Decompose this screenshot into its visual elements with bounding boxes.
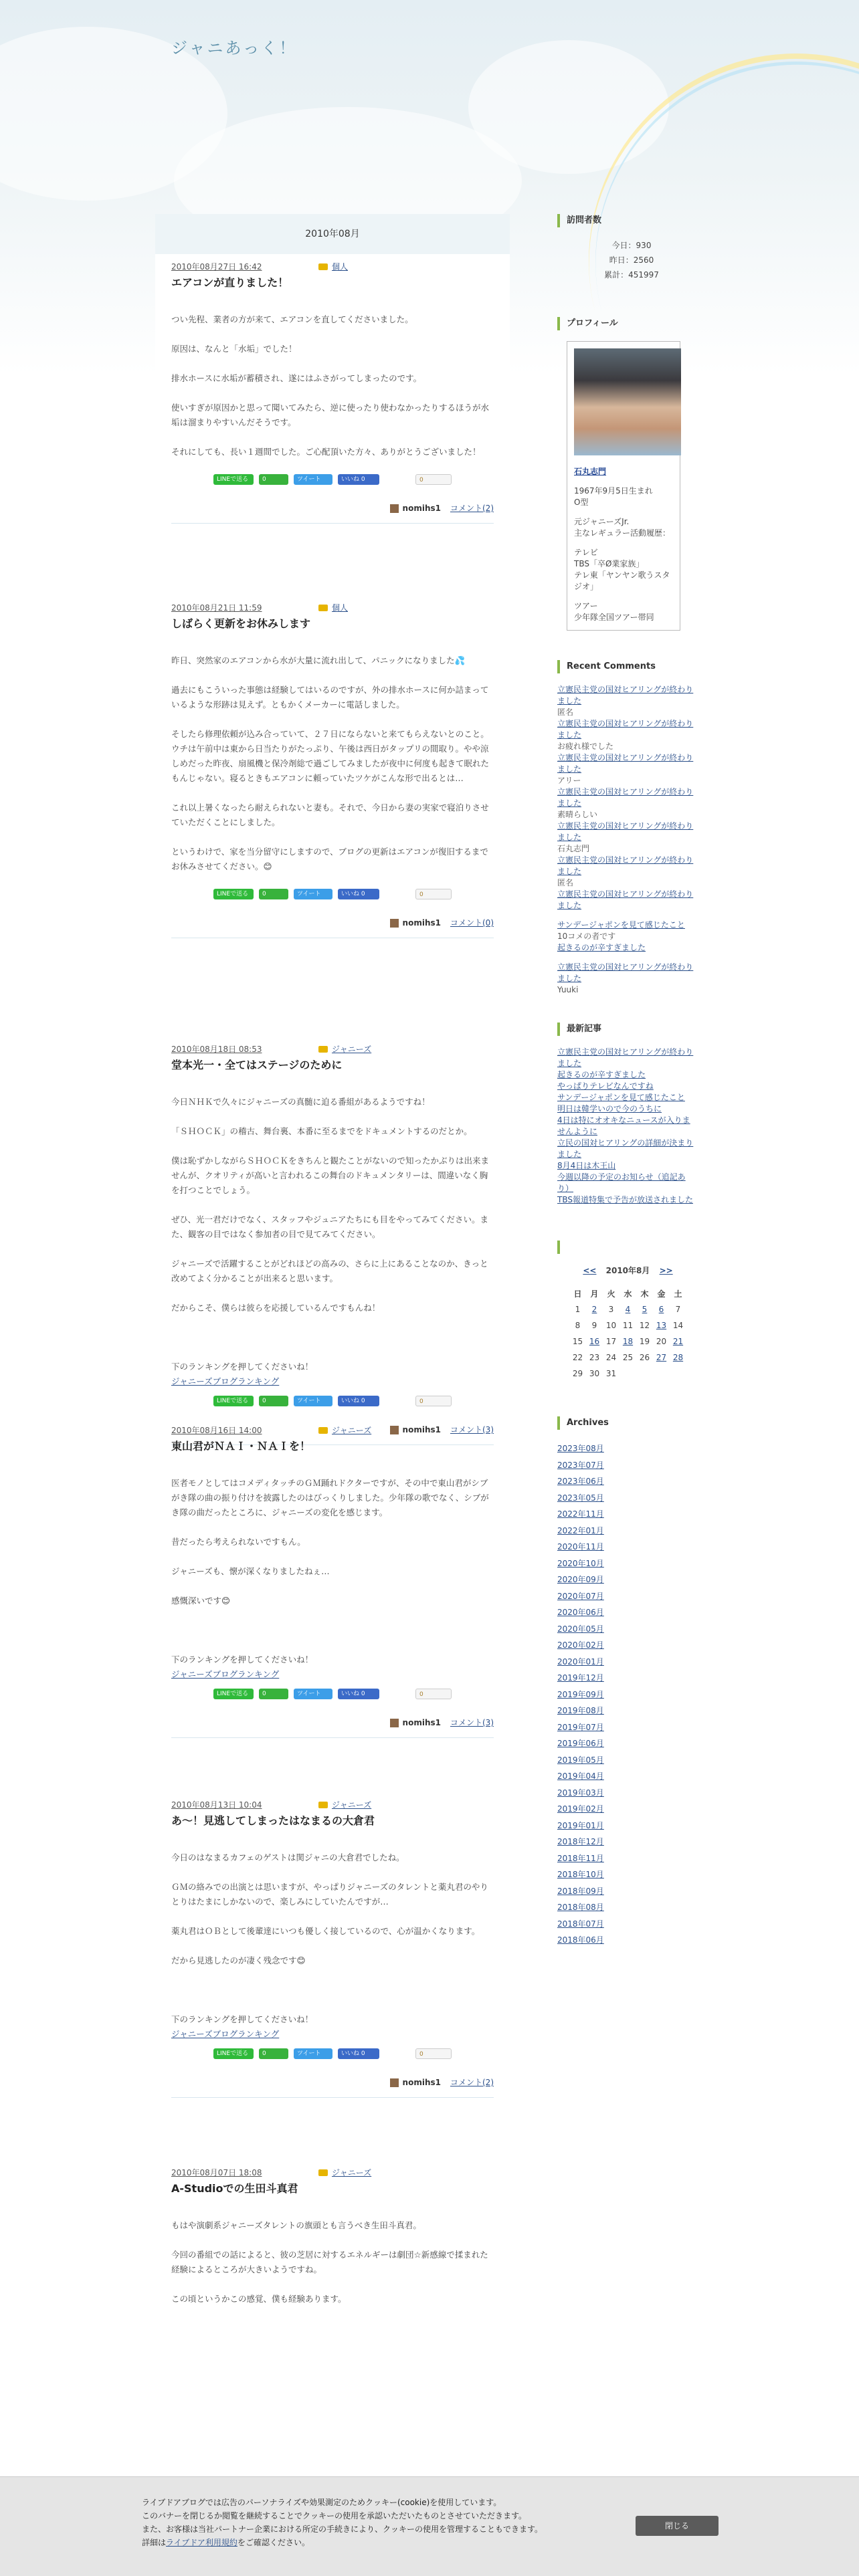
entry-paragraph: ＧＭの絡みでの出演とは思いますが、やっぱりジャニーズのタレントと薬丸君のやりとりはたまにしかないので、楽しみにしていたんですが…	[171, 1882, 488, 1907]
line-share-button[interactable]: LINEで送る	[213, 474, 254, 485]
calendar-day-link[interactable]: 13	[656, 1321, 667, 1330]
cookie-line: また、お客様は当社パートナー企業における所定の手続きにより、クッキーの使用を管理することもできます。	[142, 2525, 543, 2534]
calendar-day: 23	[589, 1353, 600, 1362]
green-share-button[interactable]: 0	[259, 1396, 288, 1406]
archive-link[interactable]: 2019年06月	[557, 1739, 604, 1748]
comment-author: 石丸志門	[557, 844, 590, 853]
tweet-button[interactable]: ツイート	[294, 1396, 332, 1406]
archive-link[interactable]: 2022年11月	[557, 1509, 604, 1519]
clap-button[interactable]: 0	[415, 889, 452, 899]
widget-title	[557, 1241, 706, 1254]
comments-list	[557, 684, 694, 996]
calendar-title: 2010年8月	[605, 1266, 650, 1275]
comment-author	[557, 911, 694, 920]
tweet-button[interactable]: ツイート	[294, 474, 332, 485]
comments-link[interactable]: コメント(0)	[450, 918, 494, 928]
comment-author: Yuuki	[557, 985, 579, 994]
comments-link[interactable]: コメント(2)	[450, 2078, 494, 2087]
calendar-day-link[interactable]: 16	[589, 1337, 600, 1346]
archive-link[interactable]: 2019年03月	[557, 1788, 604, 1798]
calendar-nav	[569, 1265, 686, 1276]
entry-paragraph: 医者モノとしてはコメディタッチのＧＭ踊れドクターですが、その中で東山君がシブがき隊の曲の振り付けを披露したのはびっくりしました。少年隊の歌でなく、シブがき隊の曲だったところに、ジャニーズの変化を感じます。	[171, 1478, 489, 1517]
calendar-day-link[interactable]: 2	[591, 1305, 597, 1314]
comment-article-link[interactable]: 立憲民主党の国対ヒアリングが終わりました	[557, 821, 694, 842]
calendar-weekday: 火	[607, 1289, 615, 1299]
comment-article-link[interactable]: サンデージャポンを見て感じたこと	[557, 920, 685, 930]
calendar-day-link[interactable]: 18	[622, 1337, 634, 1346]
entry-paragraph: 今日のはなまるカフェのゲストは関ジャニの大倉君でしたね。	[171, 1852, 405, 1862]
calendar-day: 26	[639, 1353, 650, 1362]
widget-title: Archives	[557, 1416, 706, 1430]
entry-body	[171, 1850, 494, 2042]
cookie-text	[142, 2496, 543, 2549]
latest-article-link[interactable]: 4日は特にオオキなニュースが入りませんように	[557, 1115, 690, 1136]
count-today: 今日：930	[611, 241, 652, 250]
calendar-day-link[interactable]: 27	[656, 1353, 667, 1362]
site-title[interactable]: ジャニあっく！	[171, 39, 298, 58]
cookie-line: ライブドアブログでは広告のパーソナライズや効果測定のためクッキー(cookie)を使用しています。	[142, 2498, 502, 2507]
visitor-counter-widget	[557, 214, 706, 282]
latest-article-link[interactable]: やっぱりテレビなんですね	[557, 1081, 654, 1091]
entry-paragraph: 「ＳＨＯＣＫ」の稽古、舞台裏、本番に至るまでをドキュメントするのだとか。	[171, 1126, 472, 1136]
entry-title: あ～！見逃してしまったはなまるの大倉君	[171, 1814, 375, 1827]
entry-paragraph: 下のランキングを押してくださいね！	[171, 1362, 314, 1372]
calendar-weekday: 月	[590, 1289, 599, 1299]
calendar-day: 14	[672, 1321, 684, 1330]
calendar-weekday: 金	[657, 1289, 666, 1299]
cookie-line-prefix: 詳細は	[142, 2538, 167, 2547]
entry-paragraph: ジャニーズで活躍することがどれほどの高みの、さらに上にあることなのか、きっと改めてよく分かることが出来ると思います。	[171, 1259, 488, 1283]
entry-body	[171, 312, 494, 459]
archive-link[interactable]: 2018年10月	[557, 1870, 604, 1879]
author-avatar	[390, 1719, 399, 1727]
calendar-day	[619, 1366, 636, 1382]
archive-link[interactable]: 2020年09月	[557, 1575, 604, 1584]
tweet-button[interactable]: ツイート	[294, 1689, 332, 1699]
comments-link[interactable]: コメント(2)	[450, 504, 494, 513]
clap-button[interactable]: 0	[415, 1689, 452, 1699]
folder-icon	[318, 1046, 328, 1053]
calendar-table	[569, 1285, 686, 1382]
author-avatar	[390, 504, 399, 513]
entry-meta	[171, 1799, 494, 1811]
folder-icon	[318, 1802, 328, 1808]
comment-article-link[interactable]: 立憲民主党の国対ヒアリングが終わりました	[557, 889, 694, 910]
archive-link[interactable]: 2018年06月	[557, 1935, 604, 1945]
profile-name-link[interactable]: 石丸志門	[574, 467, 607, 476]
folder-icon	[318, 263, 328, 270]
calendar-day: 25	[622, 1353, 634, 1362]
entry-paragraph: 使いすぎが原因かと思って聞いてみたら、逆に使ったり使わなかったりするほうが水垢は溜まりやすいんだそうです。	[171, 403, 490, 427]
calendar-day: 7	[675, 1305, 681, 1314]
archive-link[interactable]: 2018年07月	[557, 1919, 604, 1929]
comments-link[interactable]: コメント(3)	[450, 1718, 494, 1727]
clap-button[interactable]: 0	[415, 2048, 452, 2059]
calendar-day: 3	[608, 1305, 614, 1314]
count-total: 累計：451997	[604, 270, 659, 280]
entry-body	[171, 1095, 494, 1389]
recent-comments-widget	[557, 660, 706, 996]
profile-photo	[574, 348, 681, 455]
entry-category	[318, 602, 348, 613]
archive-link[interactable]: 2019年01月	[557, 1820, 604, 1830]
entry-paragraph: この頃というかこの感覚、僕も経験あります。	[171, 2294, 347, 2304]
profile-line	[574, 508, 673, 516]
entry-paragraph: 今日ＮＨＫで久々にジャニーズの真髄に迫る番組があるようですね！	[171, 1097, 430, 1107]
entry-meta	[171, 261, 494, 273]
archive-link[interactable]: 2020年07月	[557, 1591, 604, 1601]
social-buttons	[171, 474, 494, 485]
archive-link[interactable]: 2019年02月	[557, 1804, 604, 1814]
calendar-day: 10	[605, 1321, 617, 1330]
entry-footer	[171, 1717, 494, 1728]
comment-article-link[interactable]: 起きるのが辛すぎました	[557, 943, 646, 952]
entry-body	[171, 653, 494, 874]
comment-author: 10コメの者です	[557, 932, 616, 941]
archive-link[interactable]: 2019年12月	[557, 1673, 604, 1683]
entry-category-link[interactable]: ジャニーズ	[332, 1426, 372, 1435]
entry-body	[171, 1476, 494, 1682]
facebook-like-button[interactable]: いいね 0	[338, 889, 379, 899]
calendar-day: 29	[572, 1369, 583, 1378]
calendar-weekday: 土	[674, 1289, 682, 1299]
line-share-button[interactable]: LINEで送る	[213, 889, 254, 899]
latest-article-link[interactable]: 8月4日は木王山	[557, 1161, 616, 1170]
entry-article	[155, 602, 510, 954]
comment-article-link[interactable]: 立憲民主党の国対ヒアリングが終わりました	[557, 719, 694, 740]
calendar-day: 12	[639, 1321, 650, 1330]
widget-title: 訪問者数	[557, 214, 706, 227]
calendar-day	[636, 1366, 653, 1382]
widget-title: プロフィール	[557, 317, 706, 330]
folder-icon	[318, 2169, 328, 2176]
profile-line: 少年隊全国ツアー帯同	[574, 613, 654, 622]
latest-article-link[interactable]: TBS報道特集で予告が放送されました	[557, 1195, 693, 1204]
latest-article-link[interactable]: 今週以降の予定のお知らせ（追記あり）	[557, 1172, 686, 1193]
profile-line	[574, 539, 673, 547]
social-buttons	[171, 2048, 494, 2059]
archive-link[interactable]: 2019年04月	[557, 1772, 604, 1781]
green-share-button[interactable]: 0	[259, 2048, 288, 2059]
profile-text	[574, 486, 673, 623]
green-share-button[interactable]: 0	[259, 474, 288, 485]
archive-link[interactable]: 2020年01月	[557, 1656, 604, 1667]
cookie-line-suffix: をご確認ください。	[237, 2538, 310, 2547]
entry-separator	[171, 2097, 494, 2098]
entry-category	[318, 1043, 371, 1055]
comment-article-link[interactable]: 立憲民主党の国対ヒアリングが終わりました	[557, 753, 694, 774]
archive-link[interactable]: 2019年05月	[557, 1755, 604, 1765]
cookie-banner	[0, 2476, 859, 2576]
archive-link[interactable]: 2019年07月	[557, 1722, 604, 1732]
profile-line: 元ジャニーズJr.	[574, 517, 630, 526]
profile-line: O型	[574, 498, 589, 507]
archive-link[interactable]: 2019年09月	[557, 1689, 604, 1699]
calendar-day	[670, 1366, 686, 1382]
archive-link[interactable]: 2019年08月	[557, 1706, 604, 1715]
green-share-button[interactable]: 0	[259, 889, 288, 899]
profile-line	[574, 593, 673, 601]
folder-icon	[318, 605, 328, 611]
entry-paragraph	[171, 1330, 494, 1345]
calendar-prev-link[interactable]: <<	[583, 1266, 597, 1275]
profile-widget	[557, 317, 706, 631]
tweet-button[interactable]: ツイート	[294, 2048, 332, 2059]
profile-box	[567, 341, 680, 631]
entry-date-link[interactable]: 2010年08月18日 08:53	[171, 1045, 262, 1054]
profile-line: ツアー	[574, 601, 598, 611]
terms-link[interactable]: ライブドア利用規約	[166, 2538, 237, 2547]
entry-paragraph: 下のランキングを押してくださいね！	[171, 1654, 314, 1665]
latest-articles-widget	[557, 1023, 706, 1206]
entry-category	[318, 1799, 371, 1810]
clap-button[interactable]: 0	[415, 1396, 452, 1406]
sidebar	[557, 214, 706, 1983]
entry-paragraph: 原因は、なんと「水垢」でした！	[171, 344, 297, 354]
entry-category-link[interactable]: ジャニーズ	[332, 1045, 372, 1054]
author-name: nomihs1	[402, 504, 441, 513]
entry-paragraph: だから見逃したのが凄く残念です😊	[171, 1955, 306, 1965]
entry-title: A-Studioでの生田斗真君	[171, 2182, 298, 2195]
entry-meta	[171, 2167, 494, 2179]
author-name: nomihs1	[402, 2078, 441, 2087]
author-name: nomihs1	[402, 1718, 441, 1727]
cookie-close-button[interactable]: 閉じる	[636, 2516, 719, 2536]
profile-line: TBS「卒Ø業家族」	[574, 559, 644, 568]
calendar-day: 22	[572, 1353, 583, 1362]
comment-author: 匿名	[557, 708, 574, 717]
entry-separator	[171, 1737, 494, 1738]
calendar-day: 20	[656, 1337, 667, 1346]
entry-category-link[interactable]: ジャニーズ	[332, 2168, 372, 2177]
entry-paragraph: だからこそ、僕らは彼らを応援しているんですもんね！	[171, 1303, 381, 1313]
comment-article-link[interactable]: 立憲民主党の国対ヒアリングが終わりました	[557, 787, 694, 808]
entry-footer	[171, 2076, 494, 2088]
clap-button[interactable]: 0	[415, 474, 452, 485]
latest-article-link[interactable]: 起きるのが辛すぎました	[557, 1070, 646, 1079]
calendar-next-link[interactable]: >>	[659, 1266, 673, 1275]
archive-link[interactable]: 2023年08月	[557, 1444, 604, 1453]
entry-title: エアコンが直りました！	[171, 276, 289, 289]
entry-category-link[interactable]: ジャニーズ	[332, 1800, 372, 1810]
latest-list	[557, 1047, 694, 1206]
latest-article-link[interactable]: 立憲民主党の国対ヒアリングが終わりました	[557, 1047, 694, 1068]
archive-link[interactable]: 2018年09月	[557, 1886, 604, 1896]
line-share-button[interactable]: LINEで送る	[213, 1396, 254, 1406]
entry-date-link[interactable]: 2010年08月13日 10:04	[171, 1800, 262, 1810]
calendar-day: 19	[639, 1337, 650, 1346]
comments-link[interactable]: コメント(3)	[450, 1425, 494, 1434]
archive-link[interactable]: 2020年06月	[557, 1608, 604, 1617]
calendar-day: 8	[575, 1321, 581, 1330]
calendar-day: 30	[589, 1369, 600, 1378]
archives-widget	[557, 1416, 706, 1949]
entry-paragraph: 薬丸君はＯＢとして後輩達にいつも優しく接しているので、心が温かくなります。	[171, 1926, 480, 1936]
entry-article	[155, 2167, 510, 2321]
entry-separator	[171, 523, 494, 524]
calendar-day: 9	[591, 1321, 597, 1330]
comment-article-link[interactable]: 立憲民主党の国対ヒアリングが終わりました	[557, 685, 694, 706]
profile-line: 主なレギュラー活動履歴：	[574, 528, 671, 538]
entry-paragraph	[171, 1623, 494, 1638]
calendar-weekday: 日	[573, 1289, 582, 1299]
archive-link[interactable]: 2018年11月	[557, 1853, 604, 1863]
entry-paragraph: 昔だったら考えられないですもん。	[171, 1537, 306, 1547]
ranking-link[interactable]: ジャニーズブログランキング	[171, 1376, 280, 1386]
archive-link[interactable]: 2020年11月	[557, 1542, 604, 1551]
archive-link[interactable]: 2020年02月	[557, 1640, 604, 1650]
entry-category-link[interactable]: 個人	[332, 603, 349, 613]
facebook-like-button[interactable]: いいね 0	[338, 1689, 379, 1699]
entry-paragraph: 今回の番組での話によると、彼の芝居に対するエネルギーは劇団☆新感線で揉まれた経験によるところが大きいようですね。	[171, 2250, 488, 2274]
entry-paragraph: 感慨深いです😊	[171, 1596, 231, 1606]
facebook-like-button[interactable]: いいね 0	[338, 1396, 379, 1406]
entry-date-link[interactable]: 2010年08月16日 14:00	[171, 1426, 262, 1435]
widget-title: Recent Comments	[557, 660, 706, 673]
entry-date-link[interactable]: 2010年08月07日 18:08	[171, 2168, 262, 2177]
main-column	[155, 214, 510, 2521]
cookie-line: このバナーを閉じるか閲覧を継続することでクッキーの使用を承認いただいたものとさせていただきます。	[142, 2511, 527, 2520]
entry-date-link[interactable]: 2010年08月21日 11:59	[171, 603, 262, 613]
author-avatar	[390, 919, 399, 928]
entry-title: 堂本光一・全てはステージのために	[171, 1059, 343, 1071]
entry-paragraph: つい先程、業者の方が来て、エアコンを直してくださいました。	[171, 314, 413, 324]
entry-article	[155, 261, 510, 540]
comment-author	[557, 954, 694, 962]
line-share-button[interactable]: LINEで送る	[213, 2048, 254, 2059]
calendar-day: 11	[622, 1321, 634, 1330]
entry-footer	[171, 502, 494, 514]
entry-category	[318, 261, 348, 272]
archive-link[interactable]: 2020年05月	[557, 1624, 604, 1634]
count-yesterday: 昨日：2560	[609, 255, 654, 265]
author-avatar	[390, 2078, 399, 2087]
profile-line: テレ東「ヤンヤン歌うスタジオ」	[574, 570, 670, 591]
latest-article-link[interactable]: 明日は韓学いので今のうちに	[557, 1104, 662, 1113]
facebook-like-button[interactable]: いいね 0	[338, 2048, 379, 2059]
entry-category	[318, 1424, 371, 1436]
ranking-link[interactable]: ジャニーズブログランキング	[171, 1669, 280, 1679]
entry-paragraph: それにしても、長い１週間でした。ご心配頂いた方々、ありがとうございました！	[171, 447, 481, 457]
calendar-day	[653, 1366, 670, 1382]
entry-paragraph: 下のランキングを押してくださいね！	[171, 2014, 314, 2024]
entry-body	[171, 2218, 494, 2306]
social-buttons	[171, 1689, 494, 1699]
comment-author: 素晴らしい	[557, 810, 598, 819]
entry-category	[318, 2167, 371, 2178]
entry-meta	[171, 1043, 494, 1055]
entry-category-link[interactable]: 個人	[332, 262, 349, 272]
entry-paragraph: 排水ホースに水垢が蓄積され、遂にはふさがってしまったのです。	[171, 373, 422, 383]
ranking-link[interactable]: ジャニーズブログランキング	[171, 2029, 280, 2039]
archive-link[interactable]: 2023年06月	[557, 1477, 604, 1486]
entry-meta	[171, 1424, 494, 1436]
archive-link[interactable]: 2023年07月	[557, 1460, 604, 1470]
archive-link[interactable]: 2020年10月	[557, 1558, 604, 1568]
author-name: nomihs1	[402, 1425, 441, 1434]
social-buttons	[171, 889, 494, 899]
tweet-button[interactable]: ツイート	[294, 889, 332, 899]
widget-title: 最新記事	[557, 1023, 706, 1036]
calendar-day: 31	[605, 1369, 617, 1378]
latest-article-link[interactable]: サンデージャポンを見て感じたこと	[557, 1093, 685, 1102]
entry-paragraph: そしたら修理依頼が込み合っていて、２７日にならないと来てもらえないとのこと。ウチは午前中は東から日当たりがたっぷり、午後は西日がタップリの間取り。やや涼しめだった昨夜、扇風機と保冷剤総で過ごしてみましたが夜中に何度も起きて眠れたもんじゃない。寝るときもエアコンに頼っていたツケがこんな形で出るとは…	[171, 729, 490, 783]
comment-author: お疲れ様でした	[557, 742, 614, 751]
archive-link[interactable]: 2023年05月	[557, 1493, 604, 1503]
archive-list	[557, 1440, 706, 1949]
profile-line: 1967年9月5日生まれ	[574, 486, 653, 496]
entry-paragraph: ぜひ、光一君だけでなく、スタッフやジュニアたちにも目をやってみてください。また、観客の目ではなく参加者の目で見てみてください。	[171, 1214, 489, 1239]
calendar-day-link[interactable]: 5	[642, 1305, 648, 1314]
comment-article-link[interactable]: 立憲民主党の国対ヒアリングが終わりました	[557, 855, 694, 876]
entry-paragraph: もはや演劇系ジャニーズタレントの旗頭とも言うべき生田斗真君。	[171, 2220, 421, 2230]
entry-paragraph: というわけで、家を当分留守にしますので、ブログの更新はエアコンが復旧するまでお休みさせてください。😊	[171, 847, 488, 871]
entry-paragraph: 過去にもこういった事態は経験してはいるのですが、外の排水ホースに何か詰まっているような形跡は見えず。ともかくメーカーに電話しました。	[171, 685, 489, 710]
calendar-day-link[interactable]: 28	[672, 1353, 684, 1362]
archive-link[interactable]: 2018年12月	[557, 1837, 604, 1846]
comment-author: 匿名	[557, 878, 574, 887]
folder-icon	[318, 1427, 328, 1434]
entry-article	[155, 1043, 510, 1461]
author-name: nomihs1	[402, 918, 441, 928]
calendar-day: 1	[575, 1305, 581, 1314]
calendar-day-link[interactable]: 6	[658, 1305, 664, 1314]
calendar-weekday: 水	[624, 1289, 632, 1299]
entry-title: しばらく更新をお休みします	[171, 617, 311, 630]
calendar-day: 24	[605, 1353, 617, 1362]
line-share-button[interactable]: LINEで送る	[213, 1689, 254, 1699]
calendar-day: 17	[605, 1337, 617, 1346]
calendar-day: 15	[572, 1337, 583, 1346]
entry-paragraph: 僕は恥ずかしながらＳＨＯＣＫをきちんと観たことがないので知ったかぶりは出来ませんが、クオリティが高いと言われるこの舞台のドキュメンタリーは、間違いなく胸を打つことでしょう。	[171, 1156, 490, 1195]
facebook-like-button[interactable]: いいね 0	[338, 474, 379, 485]
entry-paragraph: ジャニーズも、懐が深くなりましたねぇ…	[171, 1566, 330, 1576]
entry-footer	[171, 917, 494, 928]
latest-article-link[interactable]: 立民の国対ヒアリングの詳細が決まりました	[557, 1138, 694, 1159]
calendar-day-link[interactable]: 21	[672, 1337, 684, 1346]
cookie-line	[142, 2536, 543, 2549]
calendar-weekday: 木	[640, 1289, 649, 1299]
entry-article	[155, 1424, 510, 1754]
comment-article-link[interactable]: 立憲民主党の国対ヒアリングが終わりました	[557, 962, 694, 983]
archive-link[interactable]: 2018年08月	[557, 1903, 604, 1912]
profile-line: テレビ	[574, 548, 598, 557]
calendar-day-link[interactable]: 4	[625, 1305, 631, 1314]
green-share-button[interactable]: 0	[259, 1689, 288, 1699]
entry-date-link[interactable]: 2010年08月27日 16:42	[171, 262, 262, 272]
entry-meta	[171, 602, 494, 614]
month-heading: 2010年08月	[155, 214, 510, 254]
entry-paragraph	[171, 1983, 494, 1998]
entry-paragraph: 昨日、突然家のエアコンから水が大量に流れ出して、パニックになりました💦	[171, 655, 466, 665]
comment-author: アリー	[557, 776, 581, 785]
calendar-widget	[557, 1241, 706, 1382]
social-buttons	[171, 1396, 494, 1406]
archive-link[interactable]: 2022年01月	[557, 1525, 604, 1535]
entry-paragraph: これ以上暑くなったら耐えられないと妻も。それで、今日から妻の実家で寝泊りさせていただくことにしました。	[171, 802, 489, 827]
entry-article	[155, 1799, 510, 2114]
entry-title: 東山君がＮＡＩ・ＮＡＩを！	[171, 1440, 311, 1453]
